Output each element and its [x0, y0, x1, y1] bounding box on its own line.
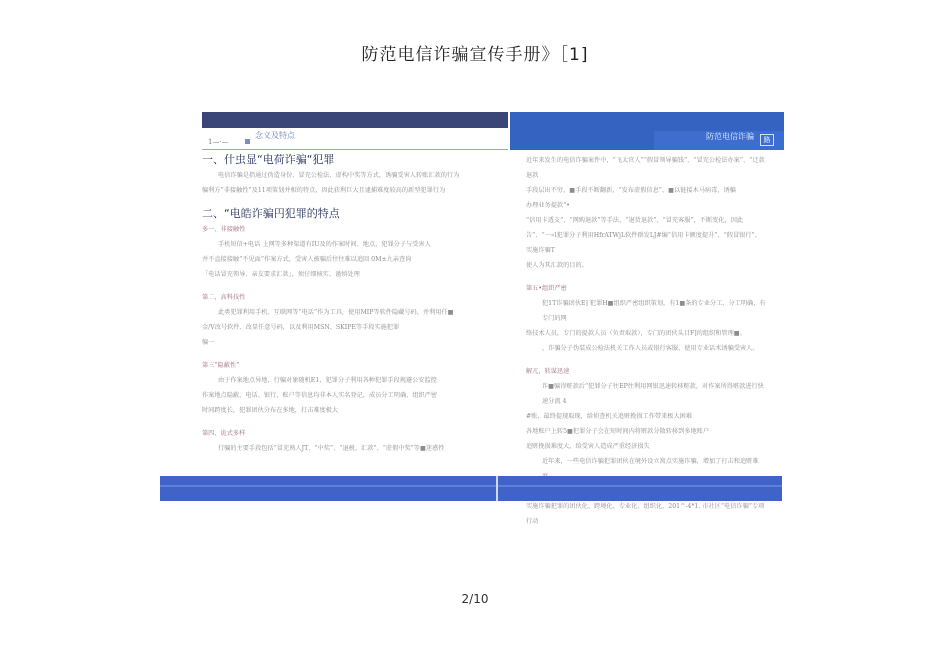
- left-column: [202, 152, 502, 456]
- paragraph: 犯1T诈骗团伙E] 犯罪H■组织严密组织策划，有1■条的专业分工，分工明确，有专门的网: [542, 300, 766, 322]
- brochure-spread: [160, 112, 782, 525]
- divider: [202, 149, 508, 150]
- paragraph: 诈■骗得赃款后“犯罪分子往EP往利用网银迅速转移赃款，对作案所得赃款进行快速分流 4: [542, 383, 764, 405]
- paragraph: 实施诈骗犯罪的团伙化、跨境化、专业化、组织化，201^-4*1. 市社区“电信诈骗”专项行动: [526, 503, 765, 525]
- section-label: 多一、非接触性: [202, 226, 246, 233]
- page-fold: [496, 476, 498, 501]
- page-number: 2/10: [461, 592, 489, 606]
- section-label: 第二，高科技性: [202, 294, 246, 301]
- section-label: 解兀，转谋迅速: [526, 368, 570, 375]
- paragraph: 近年来发生的电信诈骗案件中，“飞太官人”“假冒领导骗钱”、“冒充公检法办案”、“迁款退款: [526, 157, 765, 179]
- paragraph: 电信诈骗是指通过伪造身份、冒充公检法、虚构中奖等方式，诱骗受害人转账汇款的行为: [218, 172, 460, 179]
- heading-1: 一、什虫显“电荷诈骗“犯罪: [202, 153, 335, 166]
- paragraph: 络技术人员，专门的提款人员（负责取款），专门的团伙头目F]的组织和管理■。: [526, 330, 746, 337]
- paragraph: 并不直接接触“不见面”作案方式，受害人被骗后往往难以追回 0M±九亲查询: [202, 256, 412, 263]
- paragraph: 「电话冒充领导、亲友要求汇款」，须仔细核实、谨慎处理: [202, 271, 360, 278]
- paragraph: 告”、“一«l犯罪分子利用HfrATWjL软件群发LJ#编“信用卡额度提升”、“假冒银行”、实施诈骗T: [526, 232, 761, 254]
- paragraph: “信用卡透支”、“网购退款”等手法，“退货退款”、“冒充客服”，不断变化，因此: [526, 217, 744, 224]
- paragraph: 此类犯罪利用手机、互联网等“电话”作为工具，使用MIP等软件隐藏号码，并利用任■: [218, 309, 454, 316]
- section-label: 第五•组织严密: [526, 285, 567, 292]
- header-band-left: [202, 112, 508, 128]
- header-right-box: 路: [760, 134, 774, 146]
- paragraph: #账，最终提现取现，给侦查机关追赃挽损工作带来极大困难: [526, 413, 693, 420]
- side-mark: 1—·—: [208, 138, 229, 146]
- paragraph: 办理业务提款“•: [526, 202, 570, 209]
- paragraph: ，诈骗分子伪装成公检法机关工作人员或银行客服，使用专业话术诱骗受害人。: [542, 345, 759, 352]
- square-bullet-icon: [245, 139, 250, 144]
- section-label: 第三“隐蔽性”: [202, 362, 240, 369]
- document-title: 防范电信诈骗宣传手册》［1]: [361, 45, 589, 65]
- paragraph: 由于作案地点异地，行骗对象随机E1，犯罪分子利用各种犯罪手段规避公安监控: [218, 377, 437, 384]
- paragraph: 行骗的主要手段包括“冒充熟人JT、“中奖”、“退税、汇款”、“虚假中奖”等■迷惑性: [218, 445, 445, 452]
- footer-strip: [160, 485, 782, 487]
- paragraph: 骗利方“非接触性”及11项策划并相的特点，因此获利巨大且逮捕难度较高的新型犯罪行为: [202, 187, 446, 194]
- section-label: 第四、诡式多样: [202, 430, 246, 437]
- footer-band: [160, 476, 782, 501]
- paragraph: 手机短信+电话 上网等多种渠道有IU及的作案时间、地点，犯罪分子与受害人: [218, 241, 431, 248]
- section-subhead: 念义及特点: [255, 131, 295, 140]
- paragraph: 各地账户上转5■犯罪分子会在短时间内将赃款分散转移到多地账户: [526, 428, 710, 435]
- header-right-title: 防范电信诈骗: [706, 132, 754, 141]
- header-band-right: [510, 112, 784, 150]
- heading-2: 二、“电皓诈骗円犯罪的特点: [202, 207, 340, 220]
- paragraph: 近年来，一些电信诈骗犯罪团伙在境外设立窝点实施诈骗，增加了打击和追赃难: [542, 458, 759, 465]
- paragraph: 金/V改号软件、改显任意号码，以及利用MSN、SKIPE等手段实施犯罪: [202, 324, 400, 331]
- paragraph: 使人为其汇款的目的。: [526, 262, 588, 269]
- paragraph: 骗一: [202, 339, 215, 346]
- paragraph: 时间跨度长，犯罪团伙分布在多地，打击难度极大: [202, 407, 339, 414]
- paragraph: 手段层出不穷，■手段不断翻新，“发布虚假信息”、■以链接木马病毒，诱骗: [526, 187, 736, 194]
- paragraph: 作案地点隐蔽，电话、银行、账户等信息均非本人实名登记，成员分工明确、组织严密: [202, 392, 438, 399]
- right-column: [526, 153, 766, 529]
- paragraph: 追赃挽损难度大，给受害人造成严重经济损失: [526, 443, 650, 450]
